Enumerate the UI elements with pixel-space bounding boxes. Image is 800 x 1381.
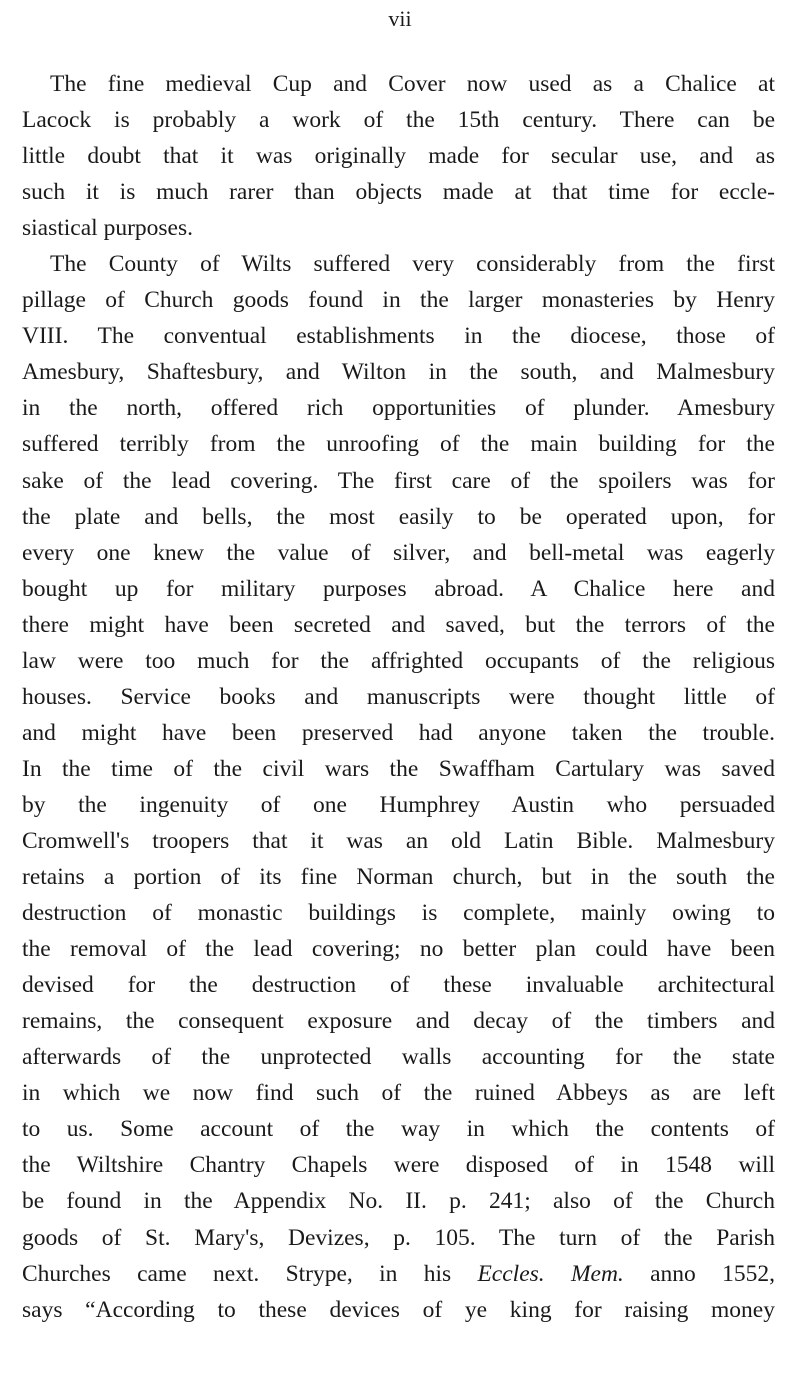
text-segment: Amesbury, Shaftesbury, and Wilton in the south, and Malmesbury — [22, 359, 775, 386]
text-line — [22, 499, 775, 535]
text-segment: VIII. The conventual establishments in the diocese, those of — [22, 323, 775, 350]
text-line — [22, 1111, 775, 1147]
text-segment: to us. Some account of the way in which the contents of — [22, 1116, 775, 1143]
text-segment: retains a portion of its fine Norman church, but in the south the — [22, 864, 775, 891]
text-line — [22, 787, 775, 823]
text-segment: destruction of monastic buildings is complete, mainly owing to — [22, 900, 775, 927]
text-segment: in the north, offered rich opportunities of plunder. Amesbury — [22, 395, 775, 422]
text-line — [22, 318, 775, 354]
text-segment: law were too much for the affrighted occupants of the religious — [22, 647, 775, 674]
text-line — [22, 1003, 775, 1039]
text-segment: The fine medieval Cup and Cover now used as a Chalice at — [50, 71, 775, 97]
text-segment: pillage of Church goods found in the larger monasteries by Henry — [22, 287, 775, 314]
text-segment: sake of the lead covering. The first care of the spoilers was for — [22, 467, 775, 494]
text-segment: bought up for military purposes abroad. A Chalice here and — [22, 575, 775, 602]
text-segment: houses. Service books and manuscripts were thought little of — [22, 683, 775, 710]
text-segment: suffered terribly from the unroofing of the main building for the — [22, 431, 775, 458]
text-line — [22, 354, 775, 390]
italic-title: Eccles. Mem. — [477, 1260, 624, 1287]
text-line — [22, 1147, 775, 1183]
text-segment: goods of St. Mary's, Devizes, p. 105. The turn of the Parish — [22, 1224, 775, 1251]
text-line — [22, 679, 775, 715]
text-line — [22, 751, 775, 787]
text-line — [22, 138, 775, 174]
text-segment: afterwards of the unprotected walls accounting for the state — [22, 1044, 775, 1071]
text-segment: anno 1552, — [623, 1260, 775, 1287]
text-segment: there might have been secreted and saved, but the terrors of the — [22, 611, 775, 638]
text-line — [22, 571, 775, 607]
text-line — [22, 535, 775, 571]
text-line — [22, 643, 775, 679]
text-segment: in which we now find such of the ruined Abbeys as are left — [22, 1080, 775, 1107]
text-segment: The County of Wilts suffered very considerably from the first — [50, 251, 775, 278]
text-segment: In the time of the civil wars the Swaffham Cartulary was saved — [22, 755, 775, 782]
text-segment: Churches came next. Strype, in his — [22, 1260, 478, 1287]
text-segment: says “According to these devices of ye king for raising money — [22, 1296, 775, 1323]
text-line — [22, 174, 775, 210]
text-line — [22, 823, 775, 859]
text-segment: every one knew the value of silver, and bell-metal was eagerly — [22, 539, 775, 566]
text-line — [22, 1183, 775, 1219]
text-line — [22, 390, 775, 426]
text-segment: the Wiltshire Chantry Chapels were disposed of in 1548 will — [22, 1152, 775, 1179]
text-segment: remains, the consequent exposure and decay of the timbers and — [22, 1008, 775, 1035]
text-line — [22, 210, 775, 246]
text-segment: devised for the destruction of these invaluable architectural — [22, 972, 775, 999]
text-line — [22, 1220, 775, 1256]
text-segment: be found in the Appendix No. II. p. 241; also of the Church — [22, 1188, 775, 1215]
text-line — [22, 1292, 775, 1328]
text-segment: siastical purposes. — [22, 215, 193, 242]
text-line — [22, 715, 775, 751]
text-line — [22, 102, 775, 138]
text-line — [22, 967, 775, 1003]
text-line — [22, 1256, 775, 1292]
text-line — [22, 895, 775, 931]
text-segment: Lacock is probably a work of the 15th century. There can be — [22, 107, 775, 134]
text-line — [22, 426, 775, 462]
text-segment: by the ingenuity of one Humphrey Austin who persuaded — [22, 791, 775, 818]
text-segment: Cromwell's troopers that it was an old Latin Bible. Malmesbury — [22, 827, 775, 854]
body-text — [22, 66, 775, 1328]
text-line — [22, 607, 775, 643]
text-line — [22, 931, 775, 967]
text-segment: and might have been preserved had anyone taken the trouble. — [22, 719, 775, 746]
text-line — [22, 66, 775, 102]
text-line — [22, 859, 775, 895]
text-line — [22, 282, 775, 318]
page-number: vii — [388, 6, 412, 31]
text-line — [22, 1039, 775, 1075]
text-segment: the plate and bells, the most easily to be operated upon, for — [22, 503, 775, 530]
text-segment: the removal of the lead covering; no better plan could have been — [22, 936, 775, 963]
text-line — [22, 463, 775, 499]
text-line — [22, 246, 775, 282]
text-segment: such it is much rarer than objects made at that time for eccle- — [22, 179, 775, 206]
text-line — [22, 1075, 775, 1111]
text-segment: little doubt that it was originally made for secular use, and as — [22, 143, 775, 170]
